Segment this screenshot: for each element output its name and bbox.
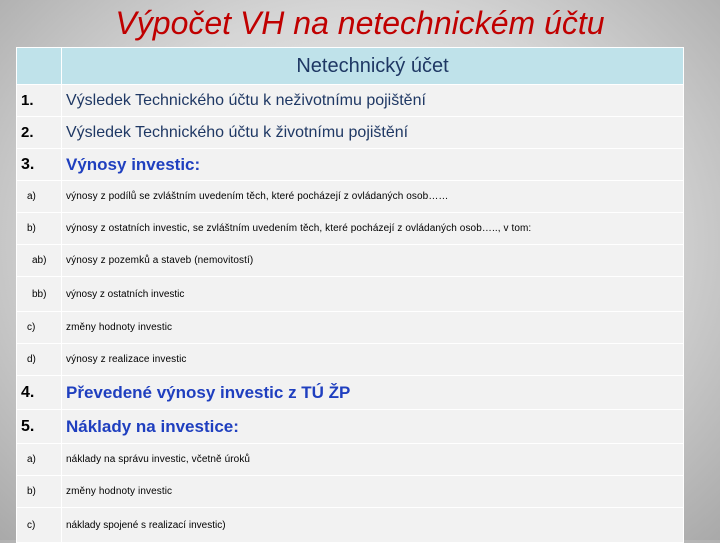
row-label: změny hodnoty investic	[62, 312, 684, 344]
table-row	[17, 85, 684, 117]
table-header-row	[17, 48, 684, 85]
row-label: Výnosy investic:	[62, 149, 684, 181]
row-number: bb)	[17, 277, 62, 312]
table-row	[17, 344, 684, 376]
page-title: Výpočet VH na netechnickém účtu	[115, 5, 605, 41]
row-label: Výsledek Technického účtu k neživotnímu pojištění	[62, 85, 684, 117]
table-row	[17, 410, 684, 444]
row-label: výnosy z ostatních investic	[62, 277, 684, 312]
row-label: výnosy z pozemků a staveb (nemovitostí)	[62, 245, 684, 277]
row-number: 1.	[17, 85, 62, 117]
row-number: b)	[17, 476, 62, 508]
table-row	[17, 444, 684, 476]
row-number: 4.	[17, 376, 62, 410]
table-row	[17, 376, 684, 410]
table-row	[17, 181, 684, 213]
row-label: Výsledek Technického účtu k životnímu pojištění	[62, 117, 684, 149]
row-number: a)	[17, 444, 62, 476]
table-row	[17, 476, 684, 508]
table-header-title: Netechnický účet	[62, 48, 684, 85]
row-label: výnosy z realizace investic	[62, 344, 684, 376]
row-label: Převedené výnosy investic z TÚ ŽP	[62, 376, 684, 410]
row-number: c)	[17, 312, 62, 344]
table-row	[17, 245, 684, 277]
row-label: změny hodnoty investic	[62, 476, 684, 508]
row-label: náklady spojené s realizací investic)	[62, 508, 684, 543]
table-row	[17, 149, 684, 181]
table-row	[17, 277, 684, 312]
row-number: b)	[17, 213, 62, 245]
table-row	[17, 508, 684, 543]
row-number: ab)	[17, 245, 62, 277]
netechnicky-ucet-table	[16, 47, 684, 543]
row-number: 2.	[17, 117, 62, 149]
row-number: 3.	[17, 149, 62, 181]
row-label: výnosy z podílů se zvláštním uvedením těch, které pocházejí z ovládaných osob……	[62, 181, 684, 213]
row-number: c)	[17, 508, 62, 543]
header-num-cell	[17, 48, 62, 85]
row-label: výnosy z ostatních investic, se zvláštním uvedením těch, které pocházejí z ovládaných osob….., v tom:	[62, 213, 684, 245]
row-label: Náklady na investice:	[62, 410, 684, 444]
table-row	[17, 312, 684, 344]
row-number: 5.	[17, 410, 62, 444]
table-row	[17, 117, 684, 149]
row-number: a)	[17, 181, 62, 213]
row-label: náklady na správu investic, včetně úroků	[62, 444, 684, 476]
table-row	[17, 213, 684, 245]
row-number: d)	[17, 344, 62, 376]
